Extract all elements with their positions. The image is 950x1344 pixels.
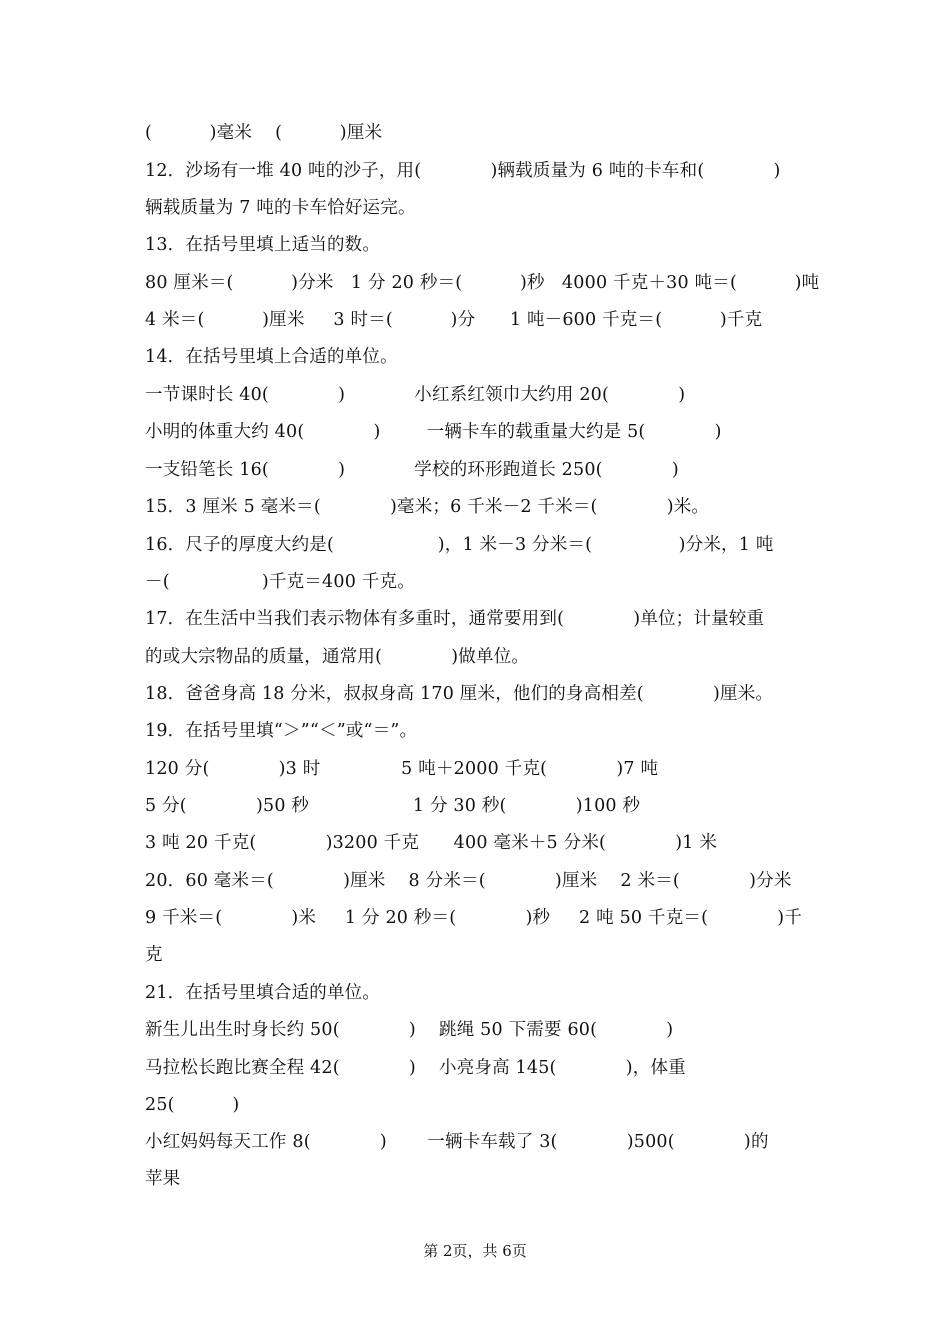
text-line: 4 米＝( )厘米 3 时＝( )分 1 吨－600 千克＝( )千克 xyxy=(145,310,763,330)
text-line: 80 厘米＝( )分米 1 分 20 秒＝( )秒 4000 千克＋30 吨＝( )吨 xyxy=(145,273,820,293)
text-line: 19．在括号里填“＞”“＜”或“＝”。 xyxy=(145,721,418,741)
text-line: 25( ) xyxy=(145,1095,240,1115)
text-line: 新生儿出生时身长约 50( ) 跳绳 50 下需要 60( ) xyxy=(145,1020,674,1040)
text-line: 一支铅笔长 16( ) 学校的环形跑道长 250( ) xyxy=(145,460,679,480)
text-line: 15．3 厘米 5 毫米＝( )毫米；6 千米－2 千米＝( )米。 xyxy=(145,497,710,517)
text-line: 马拉松长跑比赛全程 42( ) 小亮身高 145( )，体重 xyxy=(145,1058,686,1078)
text-line: 120 分( )3 时 5 吨＋2000 千克( )7 吨 xyxy=(145,759,659,779)
text-line: ( )毫米 ( )厘米 xyxy=(145,123,383,143)
page-footer: 第 2页，共 6页 xyxy=(423,1242,527,1260)
text-line: 苹果 xyxy=(145,1169,181,1189)
text-line: －( )千克＝400 千克。 xyxy=(145,572,415,592)
text-line: 3 吨 20 千克( )3200 千克 400 毫米＋5 分米( )1 米 xyxy=(145,833,718,853)
text-line: 的或大宗物品的质量，通常用( )做单位。 xyxy=(145,647,530,667)
text-line: 小明的体重大约 40( ) 一辆卡车的载重量大约是 5( ) xyxy=(145,422,722,442)
text-line: 13．在括号里填上适当的数。 xyxy=(145,235,381,255)
text-line: 14．在括号里填上合适的单位。 xyxy=(145,347,398,367)
text-line: 18．爸爸身高 18 分米，叔叔身高 170 厘米，他们的身高相差( )厘米。 xyxy=(145,684,774,704)
text-line: 辆载质量为 7 吨的卡车恰好运完。 xyxy=(145,198,416,218)
text-line: 9 千米＝( )米 1 分 20 秒＝( )秒 2 吨 50 千克＝( )千 xyxy=(145,908,803,928)
text-line: 17．在生活中当我们表示物体有多重时，通常要用到( )单位；计量较重 xyxy=(145,609,765,629)
text-line: 20．60 毫米＝( )厘米 8 分米＝( )厘米 2 米＝( )分米 xyxy=(145,871,792,891)
text-line: 一节课时长 40( ) 小红系红领巾大约用 20( ) xyxy=(145,385,686,405)
text-line: 小红妈妈每天工作 8( ) 一辆卡车载了 3( )500( )的 xyxy=(145,1132,769,1152)
text-line: 21．在括号里填合适的单位。 xyxy=(145,983,381,1003)
text-line: 5 分( )50 秒 1 分 30 秒( )100 秒 xyxy=(145,796,641,816)
text-line: 16．尺子的厚度大约是( )，1 米－3 分米＝( )分米，1 吨 xyxy=(145,535,774,555)
text-line: 12．沙场有一堆 40 吨的沙子，用( )辆载质量为 6 吨的卡车和( ) xyxy=(145,161,781,181)
text-line: 克 xyxy=(145,945,163,965)
